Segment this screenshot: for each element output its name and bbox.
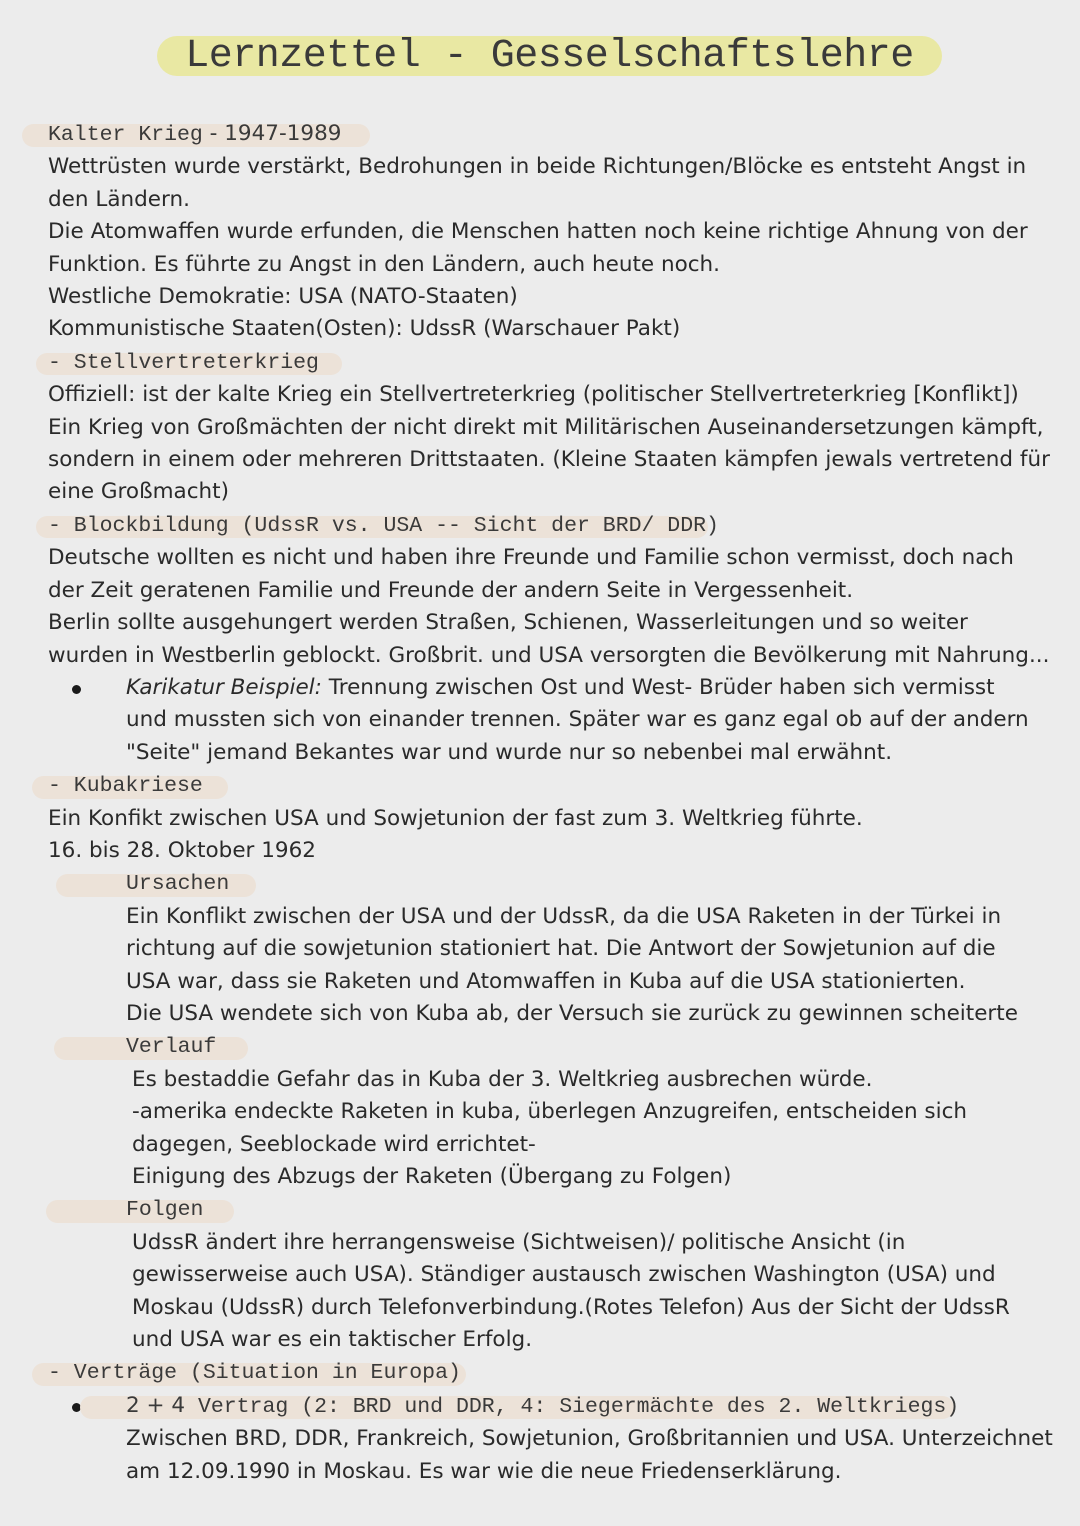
text-line: Ein Konflikt zwischen der USA und der UdssR, da die USA Raketen in der Türkei in: [126, 903, 1002, 929]
text-line: wurden in Westberlin geblockt. Großbrit. und USA versorgten die Bevölkerung mit Nahrung...: [48, 642, 1050, 668]
text-line: USA war, dass sie Raketen und Atomwaffen in Kuba auf die USA stationierten.: [126, 968, 966, 994]
text-line: Einigung des Abzugs der Raketen (Übergang zu Folgen): [132, 1164, 732, 1189]
text-line: den Ländern.: [48, 186, 190, 212]
text-line: am 12.09.1990 in Moskau. Es war wie die neue Friedenserklärung.: [126, 1458, 842, 1484]
section-heading-kubakriese: - Kubakriese: [48, 769, 1048, 802]
text-line: Moskau (UdssR) durch Telefonverbindung.(Rotes Telefon) Aus der Sicht der UdssR: [132, 1294, 1010, 1320]
text-line: UdssR ändert ihre herrangensweise (Sichtweisen)/ politische Ansicht (in: [132, 1229, 906, 1255]
notes-body: [48, 118, 1053, 1488]
text-line: Funktion. Es führte zu Angst in den Ländern, auch heute noch.: [48, 251, 721, 277]
text-line: Ein Krieg von Großmächten der nicht direkt mit Militärischen Auseinandersetzungen kämpft,: [48, 414, 1044, 440]
text-line: Die USA wendete sich von Kuba ab, der Versuch sie zurück zu gewinnen scheiterte: [126, 1000, 1018, 1026]
list-item-2plus4-vertrag: 2 + 4 Vertrag (2: BRD und DDR, 4: Siegermächte des 2. Weltkriegs): [48, 1390, 1048, 1423]
text-line: Kommunistische Staaten(Osten): UdssR (Warschauer Pakt): [48, 316, 681, 342]
bullet-icon: [72, 685, 81, 694]
text-line: und USA war es ein taktischer Erfolg.: [132, 1327, 533, 1353]
section-heading-vertraege: - Verträge (Situation in Europa): [48, 1356, 1048, 1389]
text-line: Die Atomwaffen wurde erfunden, die Menschen hatten noch keine richtige Ahnung von der: [48, 219, 1028, 245]
text-line: eine Großmacht): [48, 479, 229, 505]
title-banner: [157, 34, 942, 79]
text-line: Berlin sollte ausgehungert werden Straßen, Schienen, Wasserleitungen und so weiter: [48, 610, 968, 636]
text-line: sondern in einem oder mehreren Drittstaaten. (Kleine Staaten kämpfen jewals vertretend für: [48, 447, 1050, 473]
text-line: Wettrüsten wurde verstärkt, Bedrohungen in beide Richtungen/Blöcke es entsteht Angst in: [48, 154, 1027, 180]
page-title: Lernzettel - Gesselschaftslehre: [185, 34, 914, 79]
subheading-folgen: Folgen: [48, 1193, 1048, 1226]
text-line: Ein Konfikt zwischen USA und Sowjetunion der fast zum 3. Weltkrieg führte.: [48, 805, 863, 831]
text-line: gewisserweise auch USA). Ständiger austausch zwischen Washington (USA) und: [132, 1262, 996, 1288]
text-line: dagegen, Seeblockade wird errichtet-: [132, 1131, 536, 1157]
section-heading-kalter-krieg: Kalter Krieg - 1947-1989: [48, 118, 1048, 151]
text-line: der Zeit geratenen Familie und Freunde der andern Seite in Vergessenheit.: [48, 577, 854, 603]
list-item-karikatur: Karikatur Beispiel: Trennung zwischen Ost und West- Brüder haben sich vermisst: [48, 672, 1048, 704]
text-line: und mussten sich von einander trennen. Später war es ganz egal ob auf der andern: [126, 707, 1029, 733]
text-line: Deutsche wollten es nicht und haben ihre Freunde und Familie schon vermisst, doch nach: [48, 545, 1014, 571]
text-line: "Seite" jemand Bekantes war und wurde nur so nebenbei mal erwähnt.: [126, 739, 893, 765]
text-line: Es bestaddie Gefahr das in Kuba der 3. Weltkrieg ausbrechen würde.: [132, 1066, 873, 1092]
section-heading-blockbildung: - Blockbildung (UdssR vs. USA -- Sicht der BRD/ DDR): [48, 509, 1048, 542]
text-line: Offiziell: ist der kalte Krieg ein Stellvertreterkrieg (politischer Stellvertreterkrieg [Konflikt]): [48, 382, 1019, 408]
text-line: 16. bis 28. Oktober 1962: [48, 837, 316, 863]
subheading-verlauf: Verlauf: [48, 1030, 1048, 1063]
text-line: Zwischen BRD, DDR, Frankreich, Sowjetunion, Großbritannien und USA. Unterzeichnet: [126, 1426, 1053, 1452]
text-line: Westliche Demokratie: USA (NATO-Staaten): [48, 284, 518, 310]
text-line: -amerika endeckte Raketen in kuba, überlegen Anzugreifen, entscheiden sich: [132, 1099, 968, 1125]
subheading-ursachen: Ursachen: [48, 867, 1048, 900]
section-heading-stellvertreterkrieg: - Stellvertreterkrieg: [48, 346, 1048, 379]
text-line: richtung auf die sowjetunion stationiert hat. Die Antwort der Sowjetunion auf die: [126, 936, 996, 962]
